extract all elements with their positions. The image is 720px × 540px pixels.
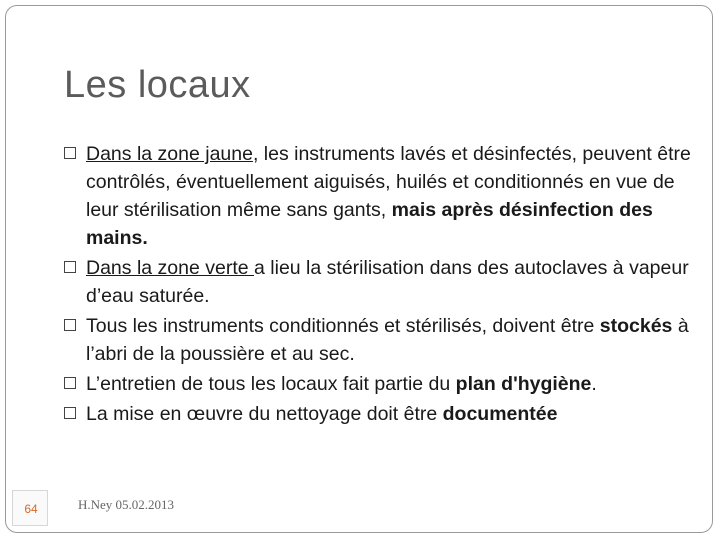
bullet-text-bold: stockés xyxy=(599,315,673,337)
checkbox-bullet-icon xyxy=(64,261,76,273)
bullet-item-5 xyxy=(63,400,693,428)
bullet-text: a lieu la stérilisation dans des autoclaves à vapeur d’eau saturée. xyxy=(86,257,689,307)
page-number-box xyxy=(12,490,48,526)
bullet-item-4 xyxy=(63,370,693,398)
bullet-item-3 xyxy=(63,312,693,368)
page-number: 64 xyxy=(24,502,38,516)
bullet-text-underlined: Dans la zone jaune xyxy=(86,143,253,165)
checkbox-bullet-icon xyxy=(64,407,76,419)
bullet-text-bold: plan d'hygiène xyxy=(455,373,592,395)
checkbox-bullet-icon xyxy=(64,377,76,389)
bullet-text-bold: mais après désinfection des mains. xyxy=(86,199,653,249)
bullet-item-2 xyxy=(63,254,693,310)
footer-author-date: H.Ney 05.02.2013 xyxy=(78,497,175,512)
bullet-text-after: à l’abri de la poussière et au sec. xyxy=(86,315,689,365)
bullet-text-before: Tous les instruments conditionnés et stérilisés, doivent être xyxy=(86,315,600,337)
bullet-text-before: L’entretien de tous les locaux fait partie du xyxy=(86,373,456,395)
bullet-list xyxy=(63,140,693,430)
bullet-text-after: . xyxy=(591,373,597,395)
bullet-text-bold: documentée xyxy=(442,403,558,425)
checkbox-bullet-icon xyxy=(64,147,76,159)
bullet-text: , les instruments lavés et désinfectés, peuvent être contrôlés, éventuellement aiguisés, huilés et conditionnés en vue de leur stérilisation même sans gants, xyxy=(86,143,691,221)
bullet-text-underlined: Dans la zone verte xyxy=(86,257,255,279)
checkbox-bullet-icon xyxy=(64,319,76,331)
slide-title: Les locaux xyxy=(64,64,251,106)
bullet-item-1 xyxy=(63,140,693,252)
bullet-text-before: La mise en œuvre du nettoyage doit être xyxy=(86,403,443,425)
